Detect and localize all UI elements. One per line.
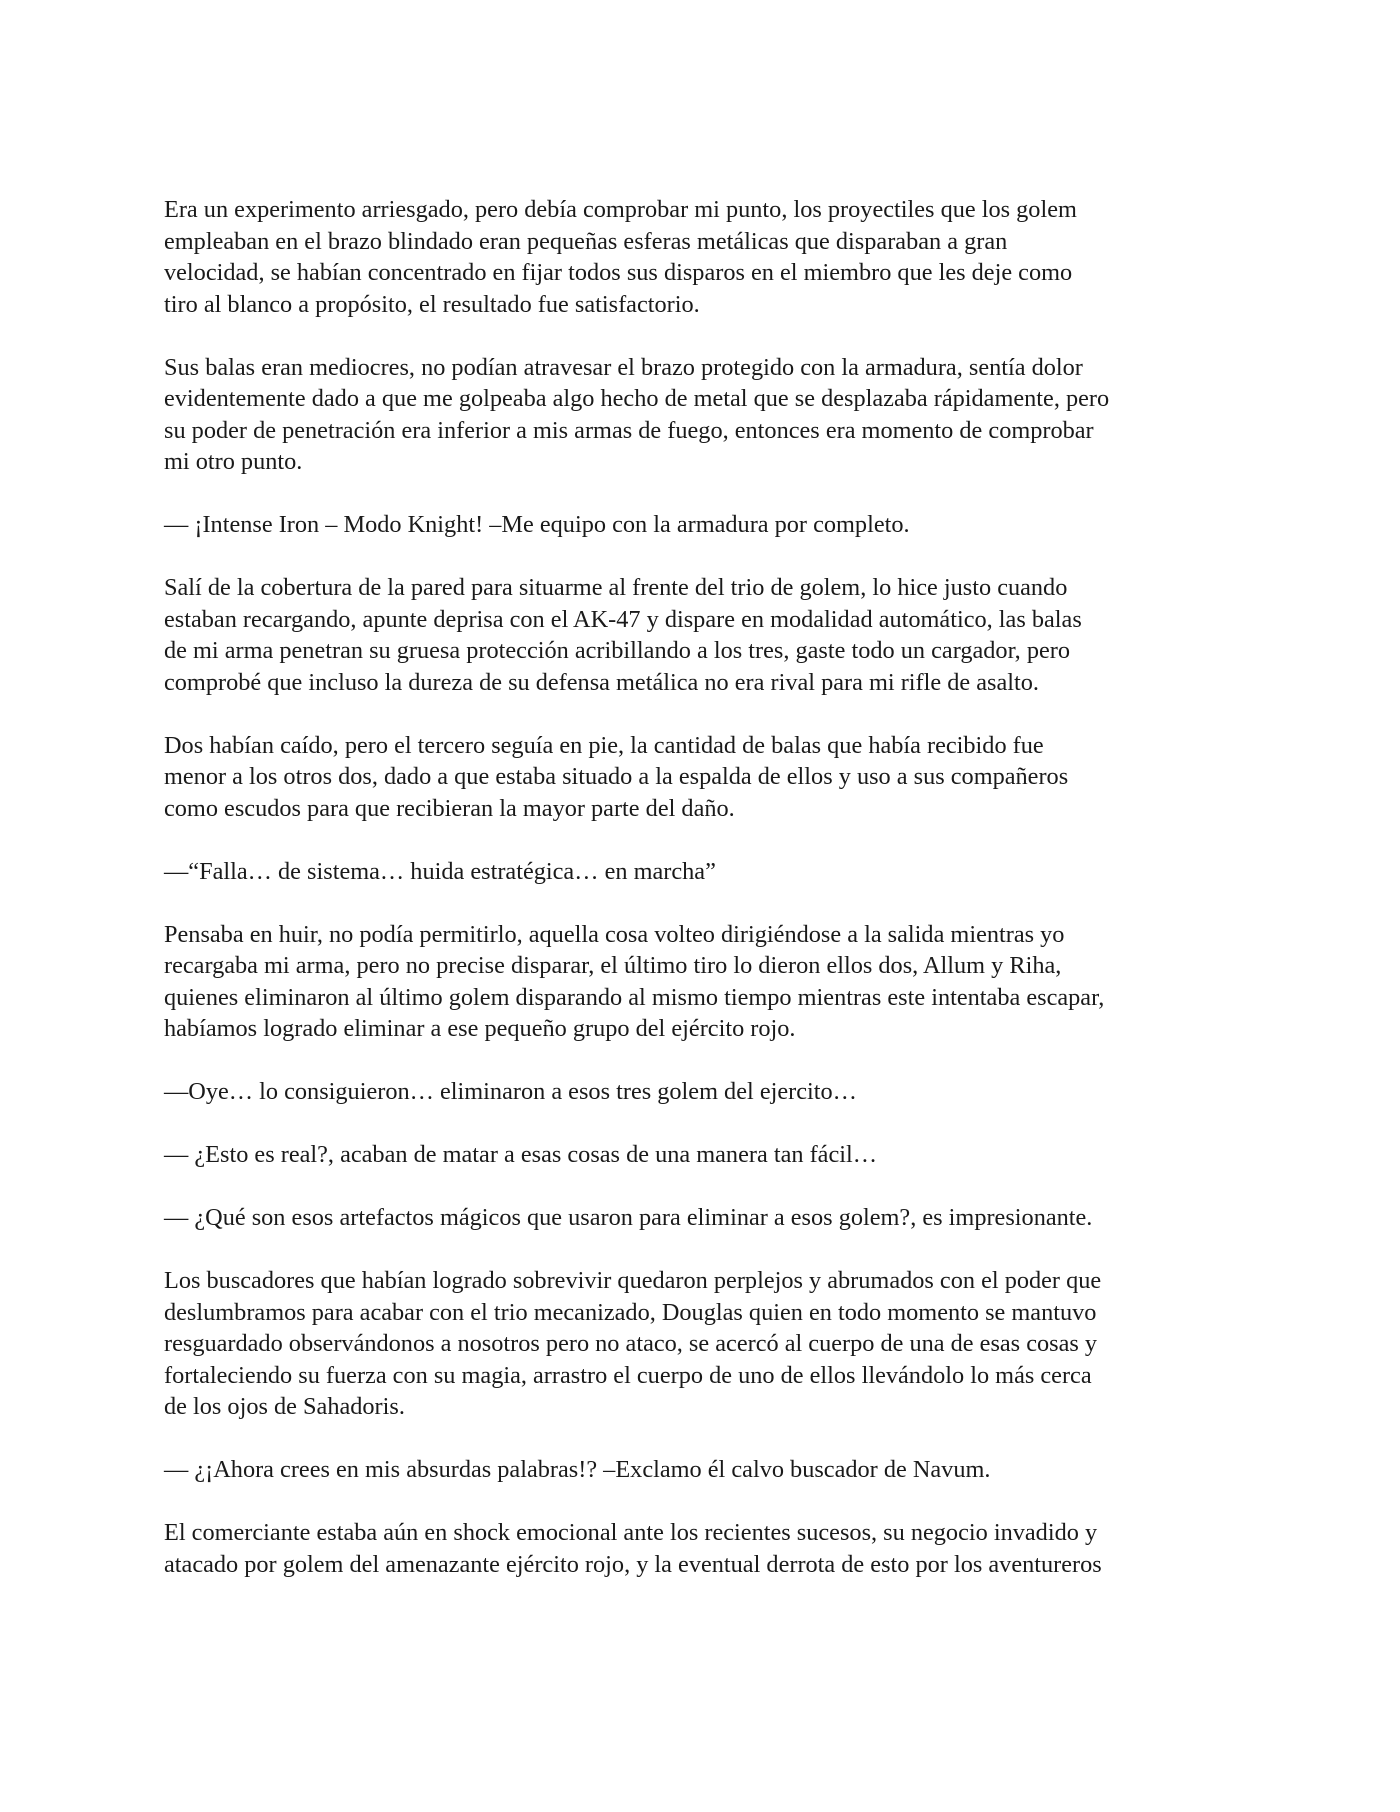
text-line: — ¿Esto es real?, acaban de matar a esas cosas de una manera tan fácil… — [164, 1141, 878, 1168]
text-line: Era un experimento arriesgado, pero debía comprobar mi punto, los proyectiles que los golem — [164, 196, 1077, 223]
text-line: —“Falla… de sistema… huida estratégica… en marcha” — [164, 857, 716, 885]
paragraph — [164, 1517, 1244, 1580]
text-line: tiro al blanco a propósito, el resultado fue satisfactorio. — [164, 290, 700, 318]
text-line: — ¿¡Ahora crees en mis absurdas palabras!? –Exclamo él calvo buscador de Navum. — [164, 1456, 991, 1483]
text-line: — ¿Qué son esos artefactos mágicos que usaron para eliminar a esos golem?, es impresionante. — [164, 1204, 1093, 1231]
paragraph — [164, 919, 1244, 1045]
text-line: estaban recargando, apunte deprisa con el AK-47 y dispare en modalidad automático, las balas — [164, 605, 1082, 633]
text-line: Dos habían caído, pero el tercero seguía en pie, la cantidad de balas que había recibido fue — [164, 731, 1044, 759]
text-line: empleaban en el brazo blindado eran pequeñas esferas metálicas que disparaban a gran — [164, 227, 1008, 255]
paragraph — [164, 1202, 1244, 1234]
text-line: comprobé que incluso la dureza de su defensa metálica no era rival para mi rifle de asalto. — [164, 668, 1039, 696]
text-line: Pensaba en huir, no podía permitirlo, aquella cosa volteo dirigiéndose a la salida mientras yo — [164, 920, 1065, 948]
text-line: recargaba mi arma, pero no precise disparar, el último tiro lo dieron ellos dos, Allum y Riha, — [164, 952, 1062, 979]
text-line: El comerciante estaba aún en shock emocional ante los recientes sucesos, su negocio invadido y — [164, 1519, 1098, 1546]
paragraph — [164, 1076, 1244, 1108]
text-line: quienes eliminaron al último golem disparando al mismo tiempo mientras este intentaba escapar, — [164, 983, 1105, 1011]
text-line: mi otro punto. — [164, 448, 303, 475]
text-line: fortaleciendo su fuerza con su magia, arrastro el cuerpo de uno de ellos llevándolo lo más cerca — [164, 1361, 1092, 1389]
text-line: evidentemente dado a que me golpeaba algo hecho de metal que se desplazaba rápidamente, pero — [164, 385, 1110, 412]
text-line: habíamos logrado eliminar a ese pequeño grupo del ejército rojo. — [164, 1015, 796, 1042]
text-line: como escudos para que recibieran la mayor parte del daño. — [164, 794, 735, 822]
paragraph — [164, 572, 1244, 698]
text-line: Los buscadores que habían logrado sobrevivir quedaron perplejos y abrumados con el poder que — [164, 1267, 1102, 1294]
paragraph — [164, 1265, 1244, 1423]
text-line: Sus balas eran mediocres, no podían atravesar el brazo protegido con la armadura, sentía dolor — [164, 353, 1083, 381]
text-line: deslumbramos para acabar con el trio mecanizado, Douglas quien en todo momento se mantuvo — [164, 1298, 1097, 1326]
paragraph — [164, 352, 1244, 478]
paragraph — [164, 194, 1244, 320]
text-line: resguardado observándonos a nosotros pero no ataco, se acercó al cuerpo de una de esas cosas y — [164, 1330, 1098, 1357]
text-line: de mi arma penetran su gruesa protección acribillando a los tres, gaste todo un cargador, pero — [164, 637, 1071, 664]
text-line: Salí de la cobertura de la pared para situarme al frente del trio de golem, lo hice justo cuando — [164, 574, 1068, 601]
text-line: —Oye… lo consiguieron… eliminaron a esos tres golem del ejercito… — [164, 1078, 857, 1105]
paragraph — [164, 509, 1244, 541]
body-text — [164, 194, 1244, 1612]
paragraph — [164, 1139, 1244, 1171]
paragraph — [164, 1454, 1244, 1486]
text-line: — ¡Intense Iron – Modo Knight! –Me equipo con la armadura por completo. — [164, 511, 910, 538]
text-line: menor a los otros dos, dado a que estaba situado a la espalda de ellos y uso a sus compañeros — [164, 763, 1069, 790]
text-line: atacado por golem del amenazante ejército rojo, y la eventual derrota de esto por los aventureros — [164, 1550, 1102, 1578]
text-line: velocidad, se habían concentrado en fijar todos sus disparos en el miembro que les deje como — [164, 259, 1073, 286]
paragraph — [164, 856, 1244, 888]
text-line: de los ojos de Sahadoris. — [164, 1393, 405, 1420]
text-line: su poder de penetración era inferior a mis armas de fuego, entonces era momento de comprobar — [164, 416, 1094, 444]
paragraph — [164, 730, 1244, 825]
